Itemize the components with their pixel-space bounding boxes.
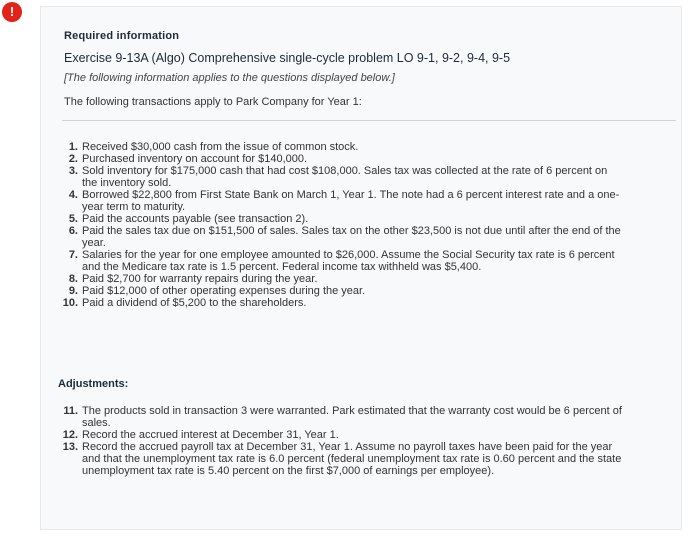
item-text: Salaries for the year for one employee amounted to $26,000. Assume the Social Security tax rate is 6 percent and the Medicare tax rate is 1.5 percent. Federal income tax withheld was $5,400. xyxy=(82,249,615,273)
item-number: 6. xyxy=(68,225,78,237)
item-text: The products sold in transaction 3 were warranted. Park estimated that the warranty cost would be 6 percent of sales. xyxy=(82,405,622,429)
adjustments-title: Adjustments: xyxy=(58,378,129,390)
list-item xyxy=(62,249,622,273)
list-item xyxy=(62,153,622,165)
list-item xyxy=(62,429,622,441)
transactions-list xyxy=(62,141,622,309)
item-text: Record the accrued payroll tax at December 31, Year 1. Assume no payroll taxes have been paid for the year and that the unemployment tax rate is 6.0 percent (federal unemployment tax rate is 0.60 percent and the state unemployment tax rate is 5.40 percent on the first $7,000 of earnings per employee). xyxy=(82,441,622,477)
alert-icon: ! xyxy=(2,2,22,22)
item-text: Received $30,000 cash from the issue of common stock. xyxy=(82,141,359,153)
item-number: 1. xyxy=(68,141,78,153)
list-item xyxy=(62,141,622,153)
item-number: 11. xyxy=(63,405,78,417)
item-text: Paid a dividend of $5,200 to the shareholders. xyxy=(82,297,307,309)
item-number: 5. xyxy=(68,213,78,225)
adjustments-list xyxy=(62,405,622,477)
item-number: 12. xyxy=(62,429,78,441)
item-text: Paid $12,000 of other operating expenses during the year. xyxy=(82,285,366,297)
item-text: Paid the sales tax due on $151,500 of sales. Sales tax on the other $23,500 is not due until after the end of the year. xyxy=(82,225,621,249)
item-number: 10. xyxy=(62,297,78,309)
list-item xyxy=(62,441,622,477)
item-text: Paid $2,700 for warranty repairs during the year. xyxy=(82,273,318,285)
item-number: 2. xyxy=(68,153,78,165)
item-number: 7. xyxy=(68,249,78,261)
divider xyxy=(62,120,676,121)
list-item xyxy=(62,213,622,225)
header xyxy=(64,30,674,108)
exercise-title: Exercise 9-13A (Algo) Comprehensive single-cycle problem LO 9-1, 9-2, 9-4, 9-5 xyxy=(64,51,511,65)
item-text: Borrowed $22,800 from First State Bank on March 1, Year 1. The note had a 6 percent interest rate and a one-year term to maturity. xyxy=(82,189,620,213)
list-item xyxy=(62,405,622,429)
item-number: 8. xyxy=(68,273,78,285)
required-info-label: Required information xyxy=(64,30,180,42)
info-note: [The following information applies to the questions displayed below.] xyxy=(64,72,395,84)
intro-text: The following transactions apply to Park Company for Year 1: xyxy=(64,96,362,108)
item-number: 3. xyxy=(68,165,78,177)
list-item xyxy=(62,285,622,297)
item-number: 4. xyxy=(68,189,78,201)
item-text: Sold inventory for $175,000 cash that had cost $108,000. Sales tax was collected at the rate of 6 percent on the inventory sold. xyxy=(82,165,608,189)
item-text: Paid the accounts payable (see transaction 2). xyxy=(82,213,309,225)
item-number: 9. xyxy=(68,285,78,297)
item-text: Purchased inventory on account for $140,000. xyxy=(82,153,308,165)
list-item xyxy=(62,189,622,213)
list-item xyxy=(62,273,622,285)
item-number: 13. xyxy=(62,441,78,453)
list-item xyxy=(62,165,622,189)
list-item xyxy=(62,225,622,249)
item-text: Record the accrued interest at December 31, Year 1. xyxy=(82,429,339,441)
list-item xyxy=(62,297,622,309)
